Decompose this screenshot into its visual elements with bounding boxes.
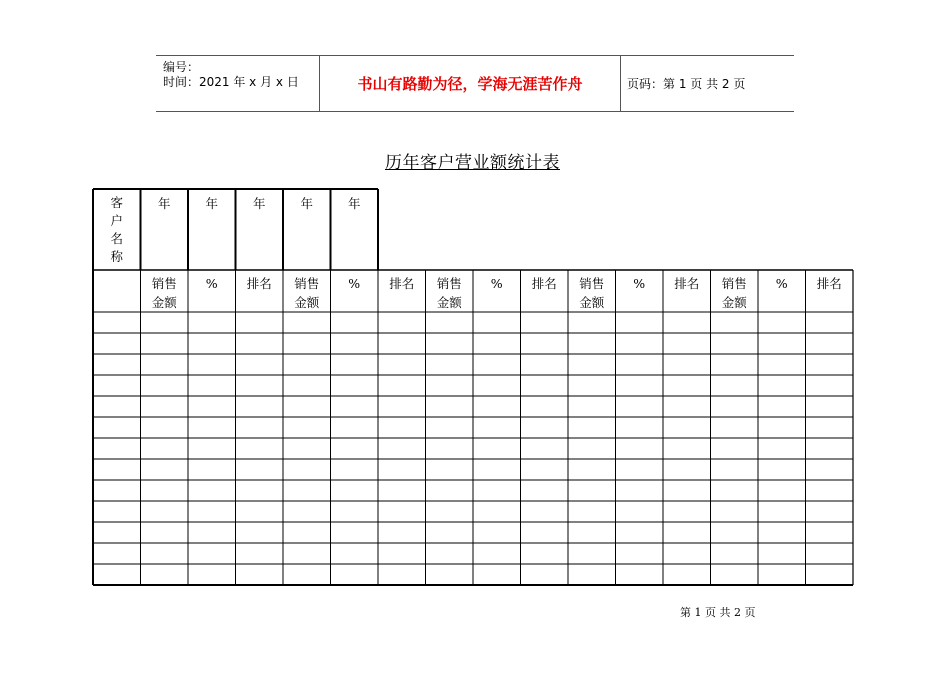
sub-header-cell: 销售 金额 <box>151 276 177 310</box>
sub-header-cell: % <box>775 276 788 291</box>
sub-header-cell: 排名 <box>816 276 842 291</box>
year-header: 年 <box>300 196 313 211</box>
sub-header-cell: 销售 金额 <box>579 276 605 310</box>
sub-header-cell: 排名 <box>674 276 700 291</box>
sub-header-cell: 销售 金额 <box>721 276 747 310</box>
document-time: 时间：2021 年 x 月 x 日 <box>163 75 299 89</box>
sub-header-cell: 排名 <box>389 276 415 291</box>
year-header: 年 <box>252 196 266 211</box>
year-header: 年 <box>347 196 361 211</box>
document-number: 编号： <box>163 60 200 74</box>
header-page-info: 页码：第 1 页 共 2 页 <box>627 77 746 91</box>
header-motto: 书山有路勤为径，学海无涯苦作舟 <box>320 56 621 111</box>
sub-header-cell: % <box>348 276 361 291</box>
page-footer: 第 1 页 共 2 页 <box>680 606 756 619</box>
year-header: 年 <box>157 196 171 211</box>
sub-header-cell: % <box>633 276 646 291</box>
customer-name-header: 客 户 名 称 <box>110 195 123 264</box>
year-header: 年 <box>205 196 218 211</box>
sub-header-cell: % <box>490 276 503 291</box>
sub-header-cell: 排名 <box>531 276 557 291</box>
sub-header-cell: 销售 金额 <box>436 276 462 310</box>
sub-header-cell: 排名 <box>246 276 272 291</box>
sub-header-cell: % <box>205 276 218 291</box>
table-title: 历年客户营业额统计表 <box>385 153 560 173</box>
sub-header-cell: 销售 金额 <box>294 276 320 310</box>
